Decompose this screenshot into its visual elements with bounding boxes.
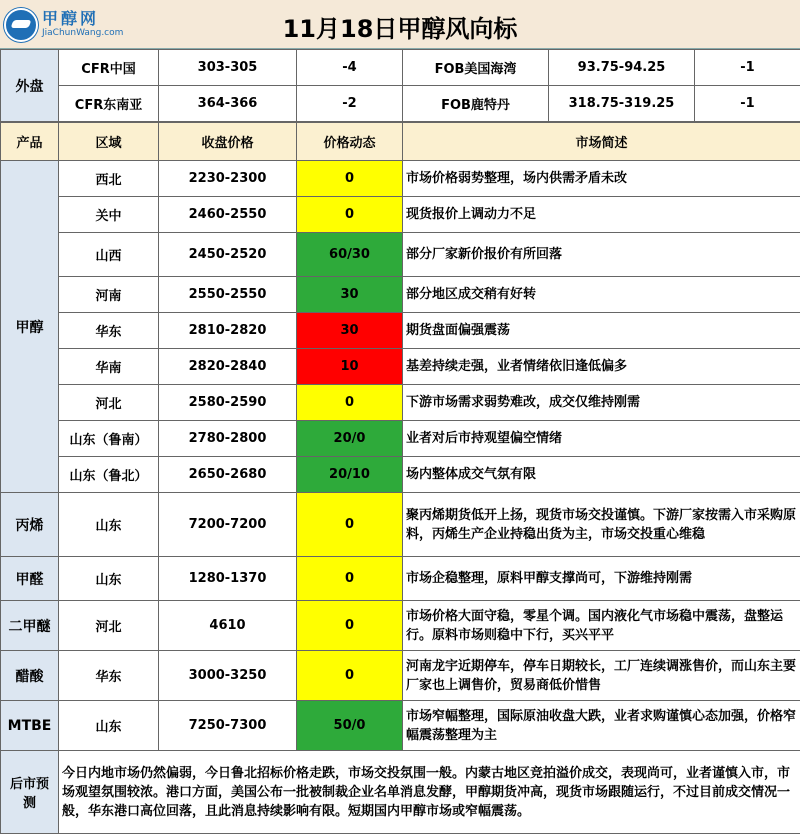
product-label: 甲醛 [1, 557, 59, 601]
methanol-row [1, 161, 800, 197]
close-price: 7250-7300 [159, 701, 297, 751]
market-summary: 部分厂家新价报价有所回落 [403, 233, 800, 277]
market-summary: 现货报价上调动力不足 [403, 197, 800, 233]
product-label: 甲醇 [1, 161, 59, 493]
close-price: 3000-3250 [159, 651, 297, 701]
external-row [1, 50, 800, 86]
close-price: 2460-2550 [159, 197, 297, 233]
page-title: 11月18日甲醇风向标 [0, 9, 800, 44]
product-label: 二甲醚 [1, 601, 59, 651]
market-price: 303-305 [159, 50, 297, 86]
col-summary: 市场简述 [403, 123, 800, 161]
price-change: 30 [297, 313, 403, 349]
header [0, 0, 800, 49]
external-label: 外盘 [1, 50, 59, 122]
market-name: FOB美国海湾 [403, 50, 549, 86]
region: 华东 [59, 313, 159, 349]
region: 河北 [59, 601, 159, 651]
market-name: CFR东南亚 [59, 86, 159, 122]
product-row [1, 651, 800, 701]
market-name: CFR中国 [59, 50, 159, 86]
logo-url: JiaChunWang.com [42, 28, 123, 38]
market-change: -1 [695, 50, 800, 86]
region: 山东 [59, 701, 159, 751]
region: 山东 [59, 493, 159, 557]
product-label: MTBE [1, 701, 59, 751]
product-row [1, 601, 800, 651]
close-price: 2450-2520 [159, 233, 297, 277]
col-price: 收盘价格 [159, 123, 297, 161]
region: 西北 [59, 161, 159, 197]
methanol-row [1, 233, 800, 277]
market-price: 93.75-94.25 [549, 50, 695, 86]
forecast-label: 后市预测 [1, 751, 59, 834]
column-headers [1, 123, 800, 161]
methanol-row [1, 349, 800, 385]
market-summary: 下游市场需求弱势难改，成交仅维持刚需 [403, 385, 800, 421]
methanol-row [1, 385, 800, 421]
price-table [0, 122, 800, 834]
close-price: 7200-7200 [159, 493, 297, 557]
close-price: 2820-2840 [159, 349, 297, 385]
price-change: 0 [297, 197, 403, 233]
price-change: 0 [297, 385, 403, 421]
product-row [1, 701, 800, 751]
methanol-row [1, 313, 800, 349]
product-row [1, 557, 800, 601]
market-summary: 市场企稳整理，原料甲醇支撑尚可，下游维持刚需 [403, 557, 800, 601]
market-summary: 市场价格大面守稳，零星个调。国内液化气市场稳中震荡，盘整运行。原料市场则稳中下行，买兴平平 [403, 601, 800, 651]
market-summary: 河南龙宇近期停车，停车日期较长，工厂连续调涨售价，而山东主要厂家也上调售价，贸易商低价惜售 [403, 651, 800, 701]
price-change: 30 [297, 277, 403, 313]
methanol-row [1, 197, 800, 233]
market-summary: 聚丙烯期货低开上扬，现货市场交投谨慎。下游厂家按需入市采购原料，丙烯生产企业持稳出货为主，市场交投重心维稳 [403, 493, 800, 557]
col-region: 区域 [59, 123, 159, 161]
market-name: FOB鹿特丹 [403, 86, 549, 122]
market-summary: 业者对后市持观望偏空情绪 [403, 421, 800, 457]
close-price: 2780-2800 [159, 421, 297, 457]
others-section [1, 493, 800, 751]
close-price: 2810-2820 [159, 313, 297, 349]
col-product: 产品 [1, 123, 59, 161]
region: 河南 [59, 277, 159, 313]
price-change: 0 [297, 161, 403, 197]
product-row [1, 493, 800, 557]
region: 华南 [59, 349, 159, 385]
product-label: 丙烯 [1, 493, 59, 557]
market-change: -1 [695, 86, 800, 122]
close-price: 1280-1370 [159, 557, 297, 601]
region: 山西 [59, 233, 159, 277]
market-summary: 场内整体成交气氛有限 [403, 457, 800, 493]
region: 山东（鲁北） [59, 457, 159, 493]
external-row [1, 86, 800, 122]
market-summary: 基差持续走强，业者情绪依旧逢低偏多 [403, 349, 800, 385]
logo-text: 甲醇网 [42, 6, 99, 29]
methanol-row [1, 277, 800, 313]
market-summary: 部分地区成交稍有好转 [403, 277, 800, 313]
price-change: 0 [297, 493, 403, 557]
price-change: 0 [297, 557, 403, 601]
region: 山东（鲁南） [59, 421, 159, 457]
price-change: 0 [297, 601, 403, 651]
market-summary: 期货盘面偏强震荡 [403, 313, 800, 349]
region: 山东 [59, 557, 159, 601]
col-change: 价格动态 [297, 123, 403, 161]
market-summary: 市场价格弱势整理，场内供需矛盾未改 [403, 161, 800, 197]
methanol-row [1, 421, 800, 457]
close-price: 2650-2680 [159, 457, 297, 493]
price-change: 50/0 [297, 701, 403, 751]
close-price: 2230-2300 [159, 161, 297, 197]
forecast-text: 今日内地市场仍然偏弱，今日鲁北招标价格走跌，市场交投氛围一般。内蒙古地区竞拍溢价成交，表现尚可，业者谨慎入市，市场观望氛围较浓。港口方面，美国公布一批被制裁企业名单消息发酵，甲醇期货冲高，现货市场跟随运行，不过目前成交情况一般，华东港口高位回落，且此消息持续影响有限。短期国内甲醇市场或窄幅震荡。 [59, 751, 800, 834]
market-price: 364-366 [159, 86, 297, 122]
price-change: 20/0 [297, 421, 403, 457]
product-label: 醋酸 [1, 651, 59, 701]
close-price: 2550-2550 [159, 277, 297, 313]
market-price: 318.75-319.25 [549, 86, 695, 122]
price-change: 10 [297, 349, 403, 385]
market-change: -4 [297, 50, 403, 86]
forecast-row [1, 751, 800, 834]
region: 关中 [59, 197, 159, 233]
region: 河北 [59, 385, 159, 421]
price-change: 60/30 [297, 233, 403, 277]
market-summary: 市场窄幅整理，国际原油收盘大跌，业者求购谨慎心态加强，价格窄幅震荡整理为主 [403, 701, 800, 751]
external-table [0, 49, 800, 122]
price-change: 20/10 [297, 457, 403, 493]
methanol-row [1, 457, 800, 493]
market-change: -2 [297, 86, 403, 122]
close-price: 2580-2590 [159, 385, 297, 421]
methanol-section [1, 161, 800, 493]
region: 华东 [59, 651, 159, 701]
close-price: 4610 [159, 601, 297, 651]
price-change: 0 [297, 651, 403, 701]
